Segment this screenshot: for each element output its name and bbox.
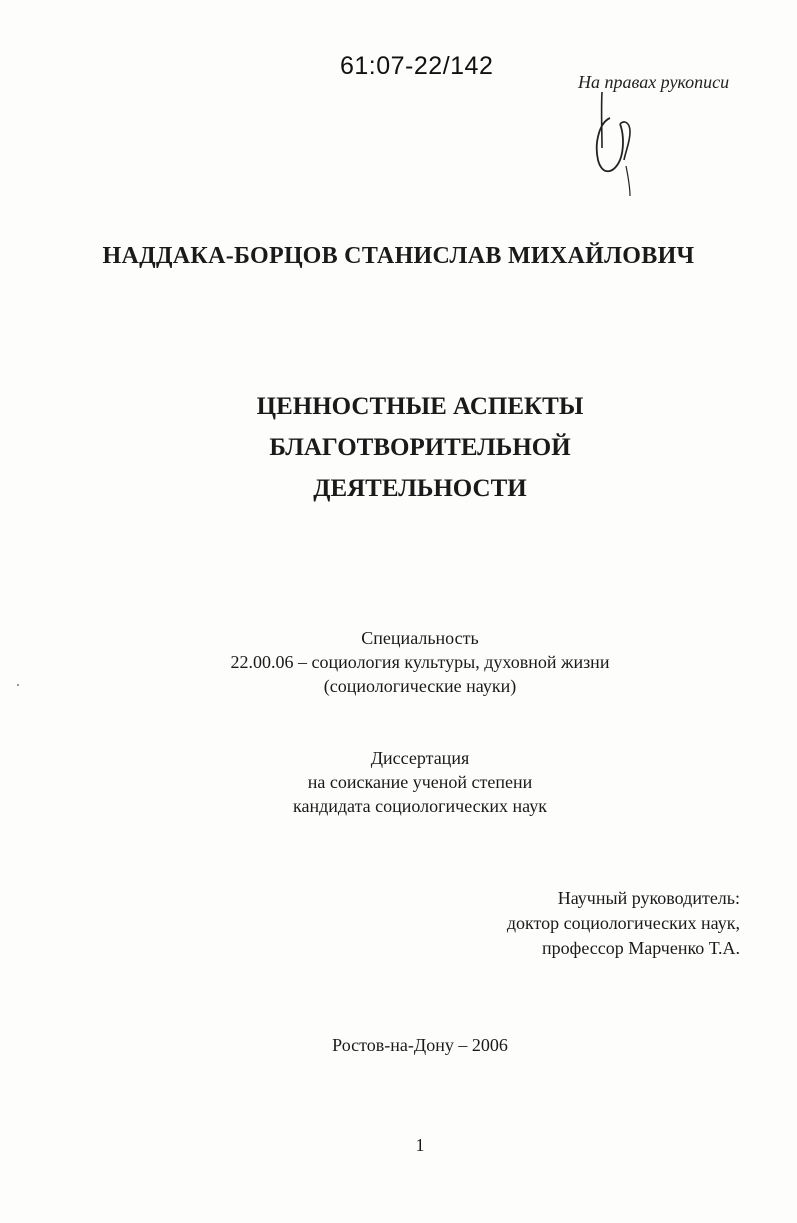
scan-speck xyxy=(17,684,19,686)
specialty-code: 22.00.06 – социология культуры, духовной жизни xyxy=(230,652,610,672)
title-line: БЛАГОТВОРИТЕЛЬНОЙ xyxy=(269,434,571,461)
title-line: ДЕЯТЕЛЬНОСТИ xyxy=(313,475,527,502)
specialty-branch: (социологические науки) xyxy=(323,676,517,696)
specialty-block xyxy=(0,626,797,698)
supervisor-name: профессор Марченко Т.А. xyxy=(542,938,740,958)
dissertation-purpose: на соискание ученой степени xyxy=(307,772,533,792)
dissertation-title xyxy=(0,386,797,509)
supervisor-degree: доктор социологических наук, xyxy=(506,913,740,933)
author-name: НАДДАКА-БОРЦОВ СТАНИСЛАВ МИХАЙЛОВИЧ xyxy=(102,243,695,269)
supervisor-block xyxy=(450,886,740,961)
archive-stamp-number: 61:07-22/142 xyxy=(340,52,494,80)
handwritten-signature xyxy=(580,90,650,200)
dissertation-label: Диссертация xyxy=(370,748,470,768)
dissertation-degree: кандидата социологических наук xyxy=(293,796,547,816)
title-line: ЦЕННОСТНЫЕ АСПЕКТЫ xyxy=(256,393,584,420)
manuscript-rights-note: На правах рукописи xyxy=(578,72,730,92)
place-and-year: Ростов-на-Дону – 2006 xyxy=(332,1035,508,1055)
specialty-label: Специальность xyxy=(361,628,479,648)
supervisor-label: Научный руководитель: xyxy=(557,888,740,908)
dissertation-block xyxy=(0,746,797,818)
page-number: 1 xyxy=(415,1135,425,1155)
